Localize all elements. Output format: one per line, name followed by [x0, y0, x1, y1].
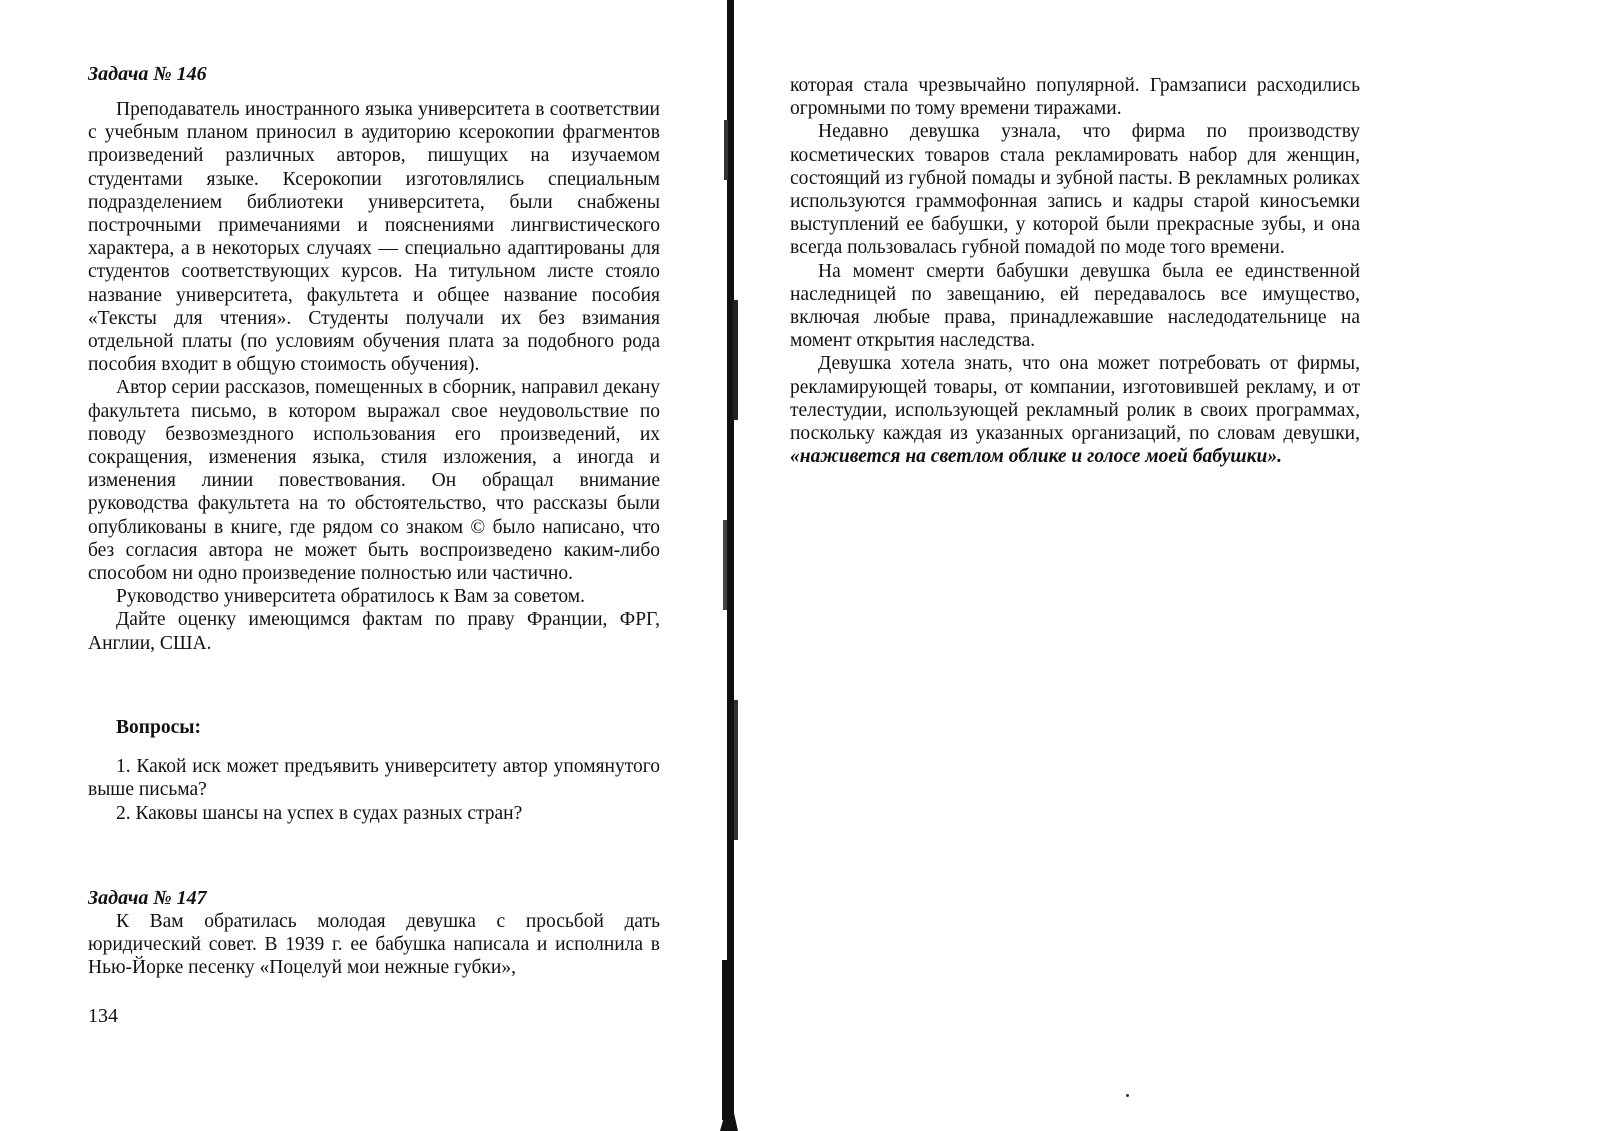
task-146-paragraph: Автор серии рассказов, помещенных в сборник, направил декану факультета письмо, в котором выражал свое неудовольствие по поводу безвозмездного использования его произведений, их сокращения, изменения языка, стиля изложения, а иногда и изменения линии повествования. Он обращал внимание руководства факультета на то обстоятельство, что рассказы были опубликованы в книге, где рядом со знаком © было написано, что без согласия автора не может быть воспроизведено каким-либо способом ни одно произведение полностью или частично. — [88, 377, 660, 585]
book-spine-gutter — [718, 0, 744, 1131]
page-number: 134 — [88, 1005, 118, 1027]
task-146-paragraph: Преподаватель иностранного языка университета в соответствии с учебным планом приносил в аудиторию ксерокопии фрагментов произведений различных авторов, пишущих на изучаемом студентами языке. Ксерокопии изготовлялись специальным подразделением библиотеки университета, были снабжены построчными примечаниями и пояснениями лингвистического характера, а в некоторых случаях — специально адаптированы для студентов соответствующих курсов. На титульном листе стояло название университета, факультета и общее название пособия «Тексты для чтения». Студенты получали их без взимания отдельной платы (по условиям обучения плата за подобного рода пособия входит в общую стоимость обучения). — [88, 99, 660, 376]
task-147-body — [88, 910, 660, 980]
task-147-paragraph: К Вам обратилась молодая девушка с просьбой дать юридический совет. В 1939 г. ее бабушка написала и исполнила в Нью-Йорке песенку «Поцелуй мои нежные губки», — [88, 911, 660, 979]
final-paragraph-quote: «наживется на светлом облике и голосе моей бабушки». — [790, 446, 1282, 468]
continuation-paragraph: которая стала чрезвычайно популярной. Грамзаписи расходились огромными по тому времени тиражами. — [790, 75, 1360, 120]
task-147-paragraph: Недавно девушка узнала, что фирма по производству косметических товаров стала рекламировать набор для женщин, состоящий из губной помады и зубной пасты. В рекламных роликах используются граммофонная запись и кадры старой киносъемки выступлений ее бабушки, у которой были прекрасные зубы, и она всегда пользовалась губной помадой по моде того времени. — [790, 121, 1360, 259]
task-147-continuation — [790, 74, 1360, 468]
question-item: 1. Какой иск может предъявить университету автор упомянутого выше письма? — [88, 756, 660, 801]
task-146-body — [88, 98, 660, 655]
questions-title: Вопросы: — [116, 717, 201, 738]
task-147-final-paragraph — [790, 352, 1360, 468]
task-146-paragraph: Руководство университета обратилось к Вам за советом. — [116, 586, 585, 608]
task-147-paragraph: На момент смерти бабушки девушка была ее единственной наследницей по завещанию, ей передавалось все имущество, включая любые права, принадлежавшие наследодательнице на момент открытия наследства. — [790, 260, 1360, 352]
question-item: 2. Каковы шансы на успех в судах разных стран? — [116, 802, 523, 824]
final-paragraph-text: Девушка хотела знать, что она может потребовать от фирмы, рекламирующей товары, от компании, изготовившей рекламу, и от телестудии, использующей рекламный ролик в своих программах, поскольку каждая из указанных организаций, по словам девушки, — [790, 353, 1360, 445]
scan-speck — [1126, 1094, 1129, 1097]
task-146-paragraph: Дайте оценку имеющимся фактам по праву Франции, ФРГ, Англии, США. — [88, 609, 660, 654]
task-147-heading: Задача № 147 — [88, 887, 207, 909]
task-146-heading: Задача № 146 — [88, 63, 207, 85]
questions-section — [88, 716, 660, 825]
